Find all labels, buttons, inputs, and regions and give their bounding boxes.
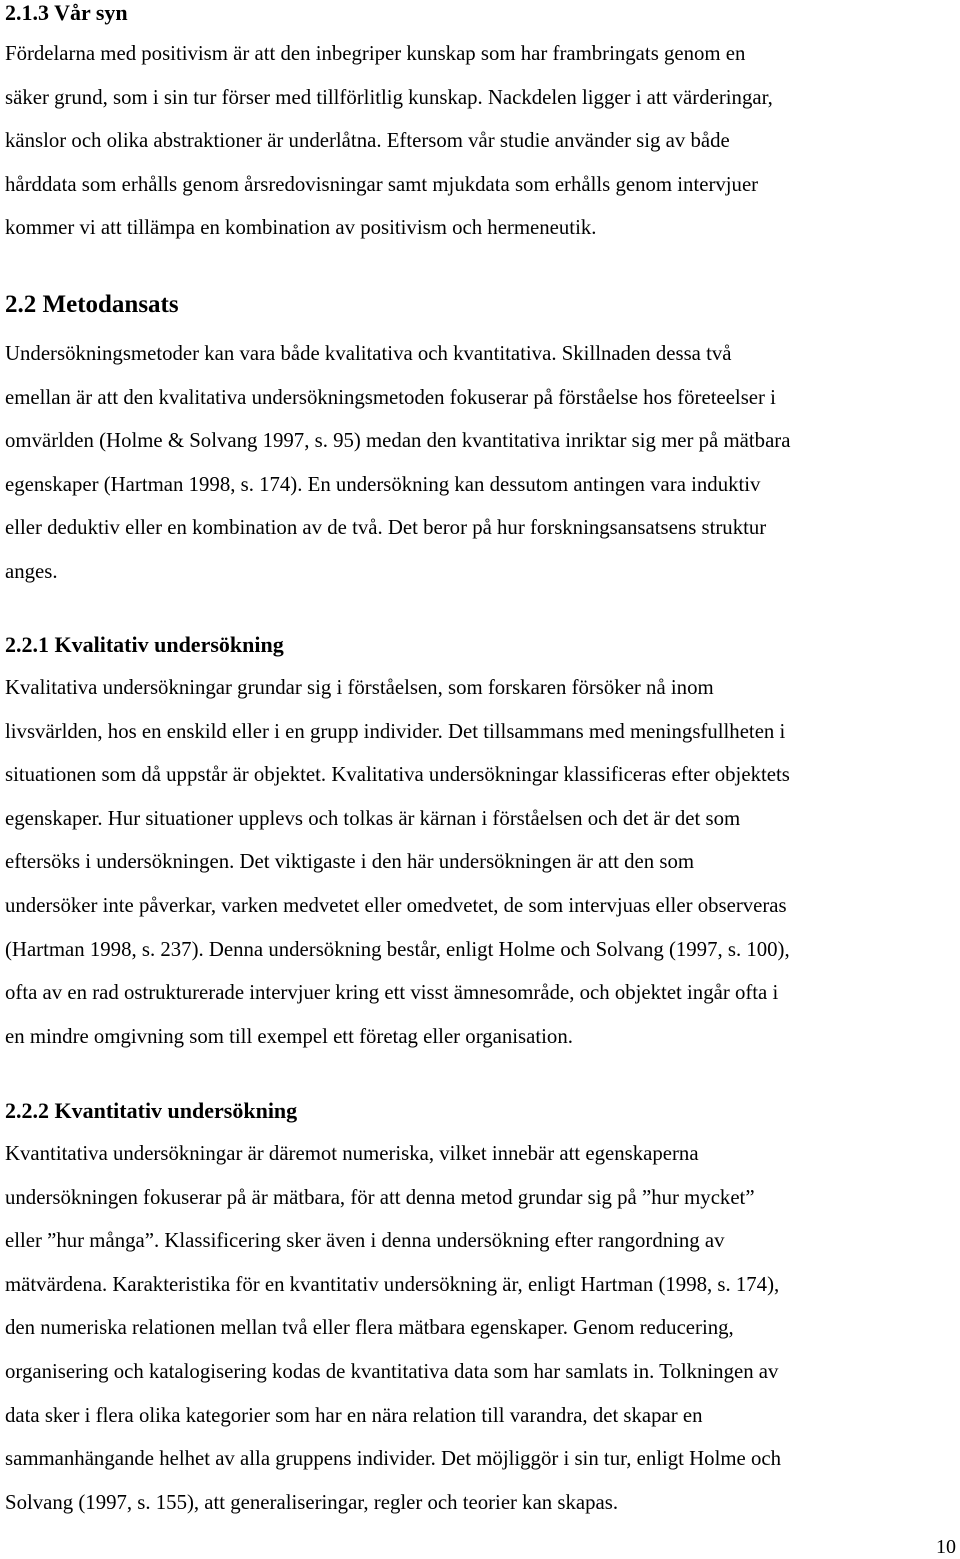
- text-line: Kvantitativa undersökningar är däremot numeriska, vilket innebär att egenskaperna: [5, 1142, 699, 1165]
- text-line: Undersökningsmetoder kan vara både kvalitativa och kvantitativa. Skillnaden dessa två: [5, 342, 732, 365]
- text-line: eller ”hur många”. Klassificering sker även i denna undersökning efter rangordning av: [5, 1229, 725, 1253]
- section-heading-2-1-3: 2.1.3 Vår syn: [5, 0, 128, 25]
- text-line: känslor och olika abstraktioner är underlåtna. Eftersom vår studie använder sig av både: [5, 129, 730, 153]
- text-line: säker grund, som i sin tur förser med tillförlitlig kunskap. Nackdelen ligger i att värderingar,: [5, 85, 773, 109]
- text-line: egenskaper. Hur situationer upplevs och tolkas är kärnan i förståelsen och det är det som: [5, 806, 741, 830]
- section-paragraph-2-2-1: [5, 666, 790, 1058]
- text-line: hårddata som erhålls genom årsredovisningar samt mjukdata som erhålls genom intervjuer: [5, 172, 759, 196]
- section-paragraph-2-1-3: [5, 32, 773, 250]
- text-line: emellan är att den kvalitativa undersökningsmetoden fokuserar på förståelse hos företeelser i: [5, 385, 776, 409]
- page-number: 10: [936, 1536, 956, 1558]
- text-line: undersöker inte påverkar, varken medvetet eller omedvetet, de som intervjuas eller observeras: [5, 893, 787, 917]
- section-heading-2-2-1: 2.2.1 Kvalitativ undersökning: [5, 632, 284, 657]
- text-line: Solvang (1997, s. 155), att generaliseringar, regler och teorier kan skapas.: [5, 1490, 619, 1514]
- text-line: omvärlden (Holme & Solvang 1997, s. 95) medan den kvantitativa inriktar sig mer på mätbara: [5, 429, 791, 453]
- section-paragraph-2-2-2: [5, 1132, 781, 1524]
- text-line: situationen som då uppstår är objektet. Kvalitativa undersökningar klassificeras efter objektets: [5, 763, 790, 787]
- text-line: den numeriska relationen mellan två eller flera mätbara egenskaper. Genom reducering,: [5, 1316, 734, 1340]
- text-line: Fördelarna med positivism är att den inbegriper kunskap som har frambringats genom en: [5, 42, 746, 65]
- text-line: data sker i flera olika kategorier som har en nära relation till varandra, det skapar en: [5, 1403, 703, 1427]
- section-heading-2-2: 2.2 Metodansats: [5, 291, 179, 318]
- text-line: Kvalitativa undersökningar grundar sig i förståelsen, som forskaren försöker nå inom: [5, 676, 714, 699]
- section-paragraph-2-2: [5, 332, 790, 594]
- text-line: egenskaper (Hartman 1998, s. 174). En undersökning kan dessutom antingen vara induktiv: [5, 472, 761, 496]
- text-line: kommer vi att tillämpa en kombination av positivism och hermeneutik.: [5, 216, 597, 240]
- text-line: (Hartman 1998, s. 237). Denna undersökning består, enligt Holme och Solvang (1997, s. 100),: [5, 937, 790, 961]
- text-line: sammanhängande helhet av alla gruppens individer. Det möjliggör i sin tur, enligt Holme och: [5, 1447, 781, 1471]
- text-line: mätvärdena. Karakteristika för en kvantitativ undersökning är, enligt Hartman (1998, s. 174),: [5, 1272, 780, 1296]
- text-line: ofta av en rad ostrukturerade intervjuer kring ett visst ämnesområde, och objektet ingår ofta i: [5, 981, 779, 1005]
- text-line: anges.: [5, 559, 58, 583]
- section-heading-2-2-2: 2.2.2 Kvantitativ undersökning: [5, 1098, 298, 1123]
- text-line: eller deduktiv eller en kombination av de två. Det beror på hur forskningsansatsens struktur: [5, 516, 767, 540]
- text-line: en mindre omgivning som till exempel ett företag eller organisation.: [5, 1024, 573, 1048]
- text-line: livsvärlden, hos en enskild eller i en grupp individer. Det tillsammans med meningsfullheten i: [5, 719, 786, 743]
- text-line: organisering och katalogisering kodas de kvantitativa data som har samlats in. Tolkningen av: [5, 1359, 779, 1383]
- text-line: eftersöks i undersökningen. Det viktigaste i den här undersökningen är att den som: [5, 850, 695, 874]
- text-line: undersökningen fokuserar på är mätbara, för att denna metod grundar sig på ”hur mycket”: [5, 1185, 755, 1209]
